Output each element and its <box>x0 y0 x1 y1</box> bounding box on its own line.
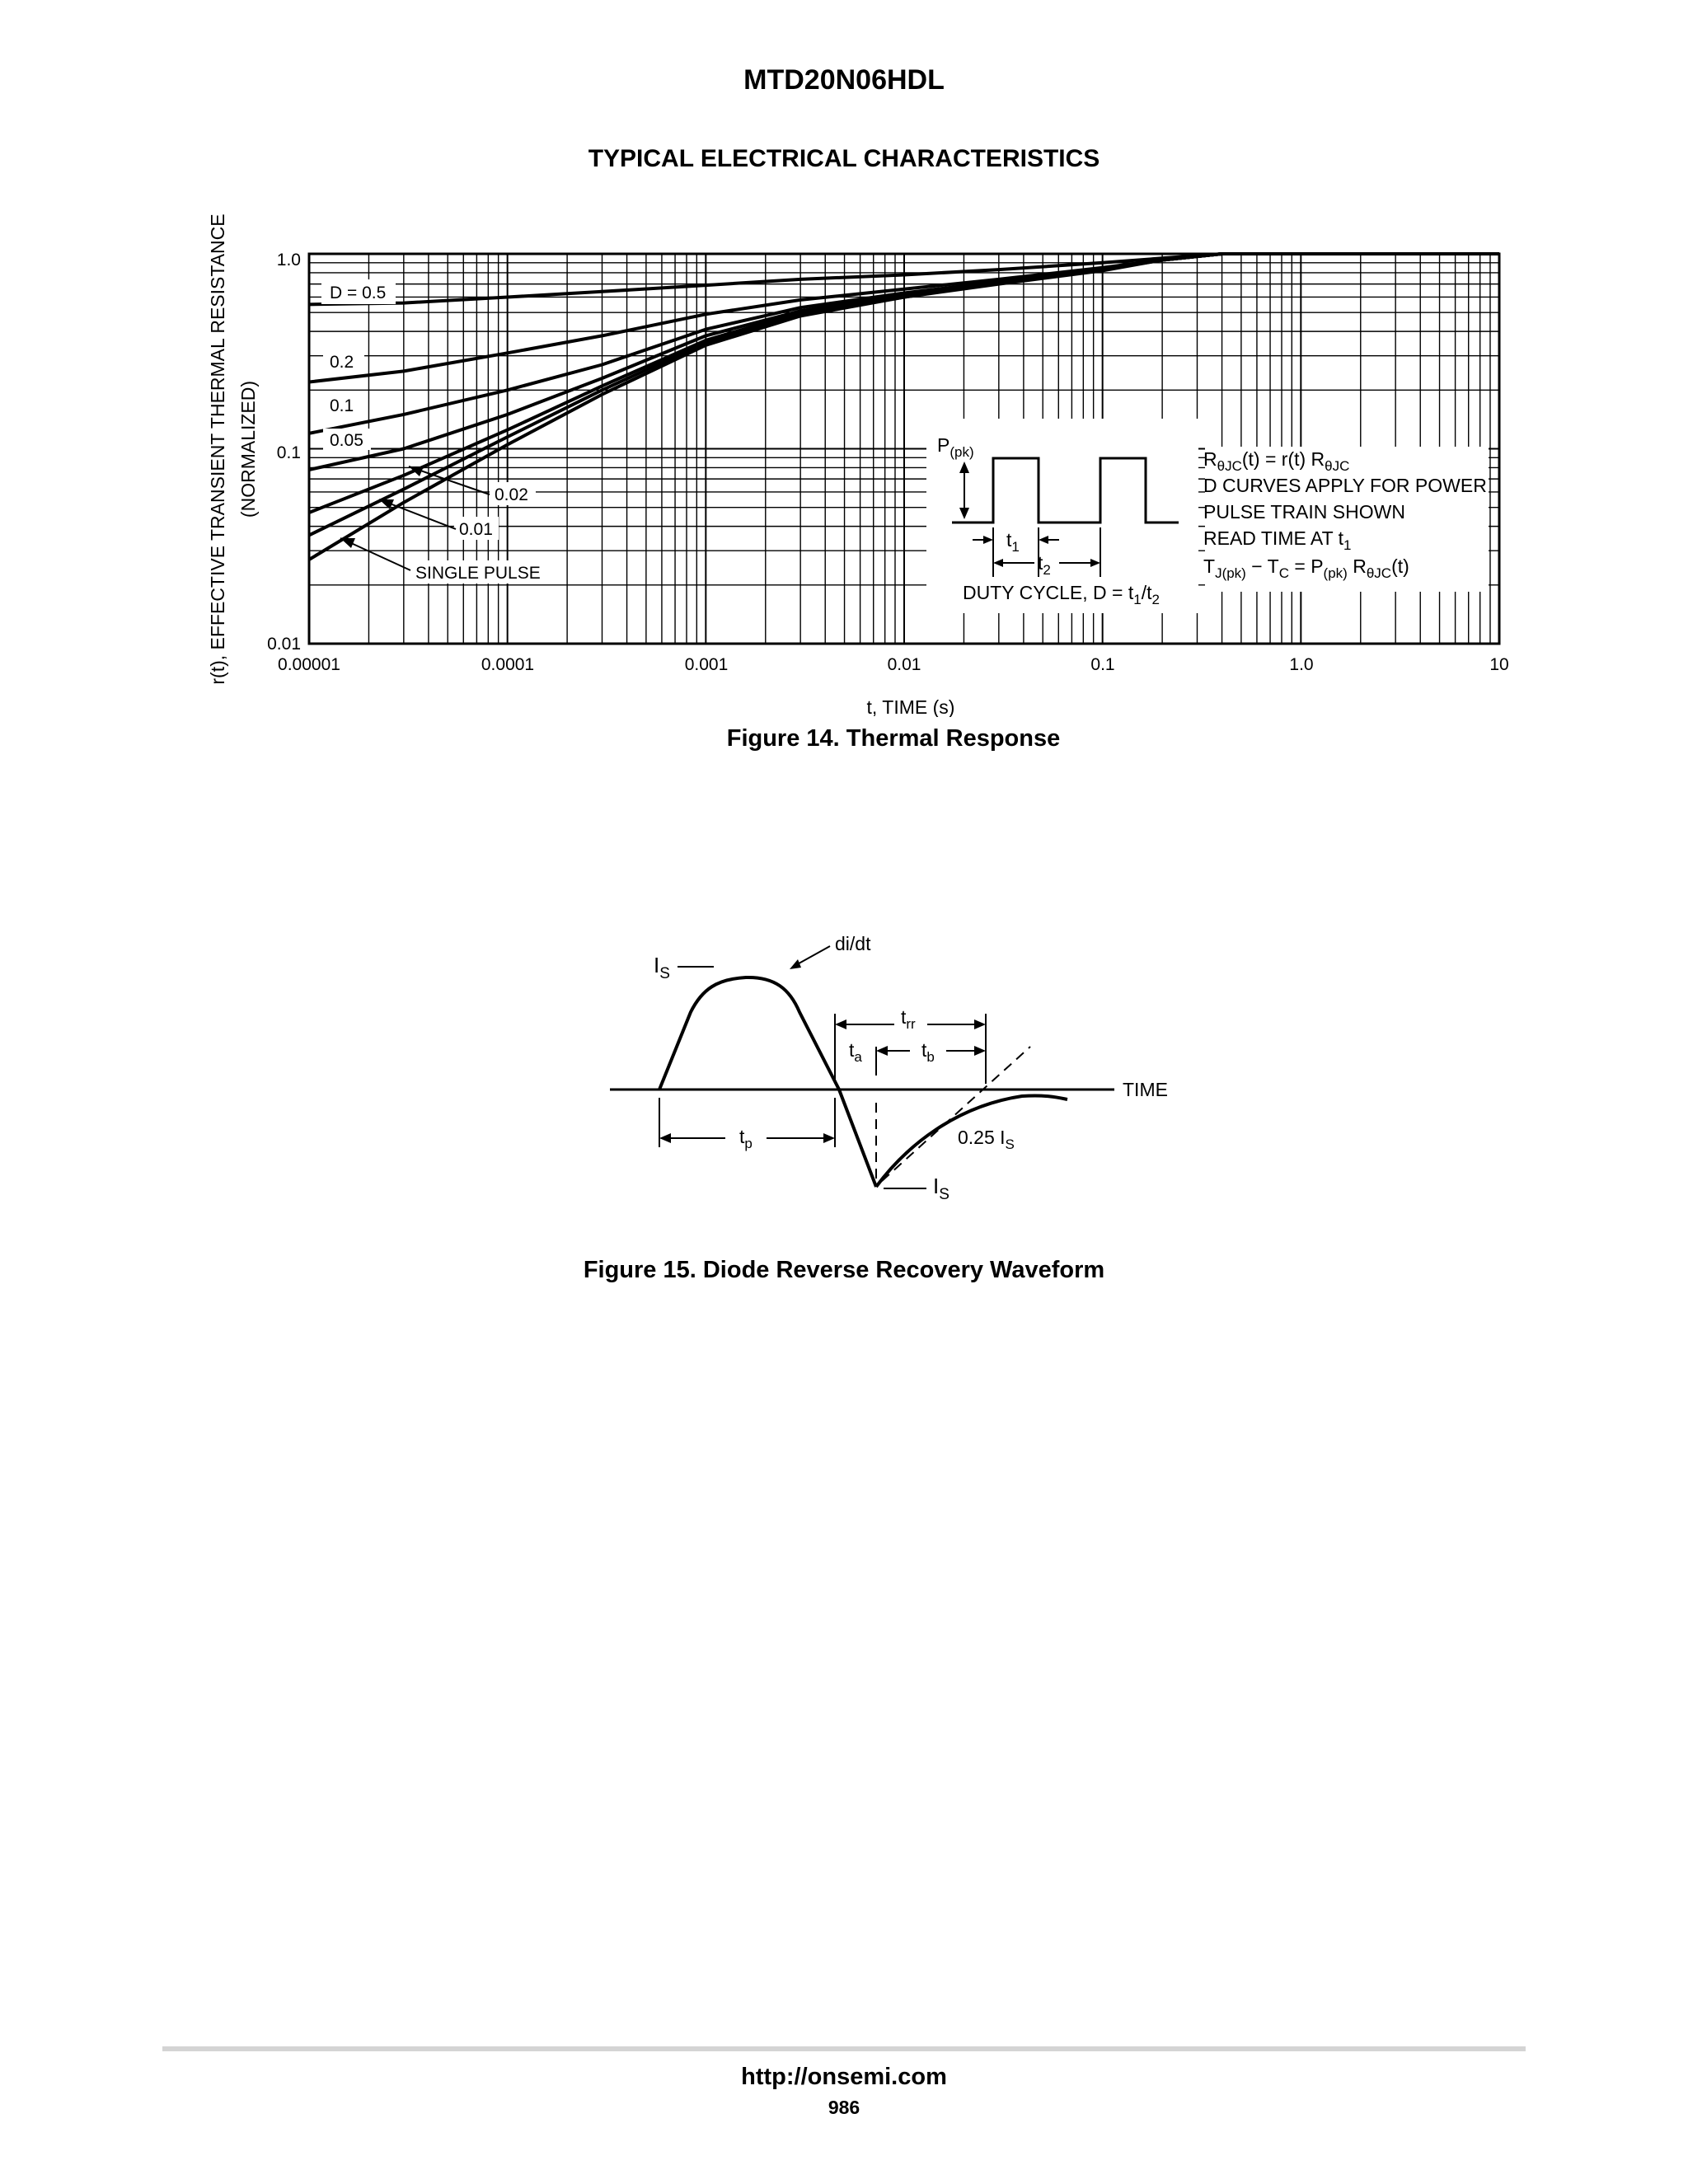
curve-label-d-0.5: D = 0.5 <box>330 284 387 302</box>
note-read-time: READ TIME AT $t_1$ <box>1203 527 1352 553</box>
is-peak-label: $I_S$ <box>654 953 670 982</box>
x-tick-label: 1.0 <box>1289 655 1314 674</box>
trr-label: $t_{rr}$ <box>901 1006 916 1032</box>
note-d-curves: D CURVES APPLY FOR POWER <box>1203 475 1487 496</box>
tb-label: $t_b$ <box>921 1039 935 1065</box>
tp-label: $t_p$ <box>739 1126 753 1151</box>
t1-label: $t_1$ <box>1006 529 1020 555</box>
footer-url[interactable]: http://onsemi.com <box>741 2064 947 2090</box>
current-waveform <box>659 977 876 1187</box>
duty-cycle-label: DUTY CYCLE, $D = t_1/t_2$ <box>963 582 1160 607</box>
time-label: TIME <box>1123 1079 1168 1100</box>
y-axis-subtitle: (NORMALIZED) <box>237 380 259 518</box>
y-tick-label: 0.1 <box>276 443 301 462</box>
curve-label-0.01: 0.01 <box>459 520 493 539</box>
ppk-label: $P_{(pk)}$ <box>937 434 974 460</box>
curve-label-0.05: 0.05 <box>330 431 363 450</box>
x-tick-label: 0.1 <box>1090 655 1115 674</box>
document-title: MTD20N06HDL <box>743 64 945 96</box>
note-rthetajc: $R_{\theta JC}(t) = r(t)$ $R_{\theta JC}$ <box>1203 448 1350 474</box>
page-number: 986 <box>828 2097 860 2118</box>
figure-15-caption: Figure 15. Diode Reverse Recovery Waveform <box>583 1257 1105 1283</box>
curve-label-0.2: 0.2 <box>330 353 354 372</box>
curve-label-single-pulse: SINGLE PULSE <box>415 564 541 583</box>
diode-reverse-recovery-diagram <box>0 907 1688 1253</box>
y-tick-label: 0.01 <box>267 635 301 654</box>
note-pulse-train: PULSE TRAIN SHOWN <box>1203 501 1405 523</box>
x-tick-label: 10 <box>1489 655 1509 674</box>
t2-label: $t_2$ <box>1038 552 1051 578</box>
note-tj-formula: $T_{J(pk)} - T_C = P_{(pk)}$ $R_{\theta JC}(t)$ <box>1203 555 1409 581</box>
x-tick-label: 0.01 <box>887 655 921 674</box>
is-reverse-label: $I_S$ <box>933 1174 950 1203</box>
quarter-is-label: 0.25 $I_S$ <box>958 1127 1015 1152</box>
ta-label: $t_a$ <box>849 1039 862 1065</box>
x-tick-label: 0.0001 <box>481 655 535 674</box>
didt-label: di/dt <box>835 933 871 954</box>
figure-14-caption: Figure 14. Thermal Response <box>726 725 1061 752</box>
x-tick-label: 0.001 <box>684 655 729 674</box>
y-axis-title: r(t), EFFECTIVE TRANSIENT THERMAL RESISTANCE <box>207 213 228 685</box>
y-tick-label: 1.0 <box>276 251 301 269</box>
section-title: TYPICAL ELECTRICAL CHARACTERISTICS <box>588 145 1100 172</box>
thermal-response-chart <box>0 0 1688 717</box>
curve-label-0.1: 0.1 <box>330 396 354 415</box>
x-axis-title: t, TIME (s) <box>866 696 955 717</box>
x-tick-label: 0.00001 <box>278 655 340 674</box>
footer-divider <box>162 2046 1526 2051</box>
curve-label-0.02: 0.02 <box>495 485 528 504</box>
didt-extrapolation-line <box>882 1047 1030 1181</box>
